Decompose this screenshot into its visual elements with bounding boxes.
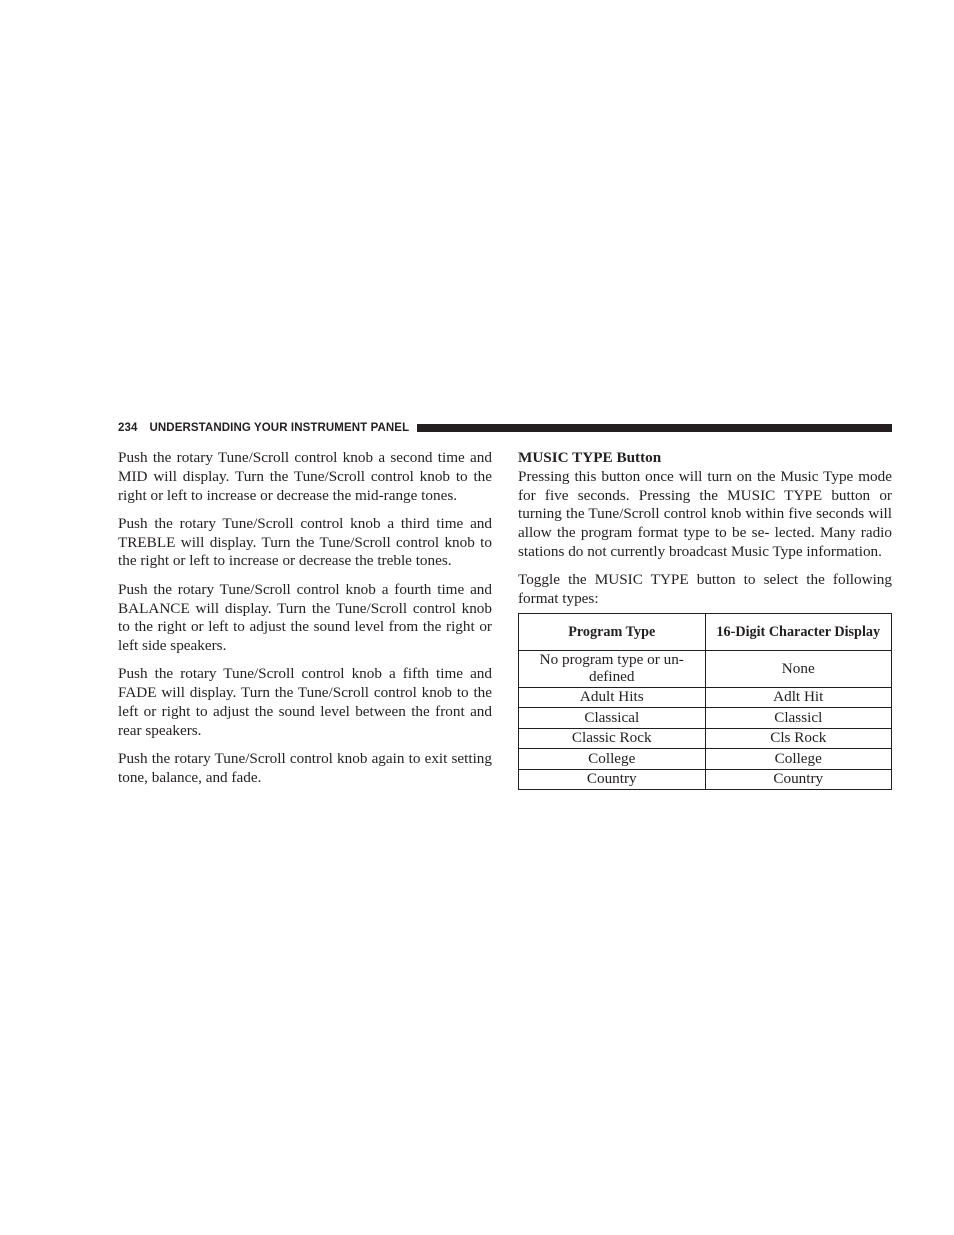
music-type-heading: MUSIC TYPE Button: [518, 449, 662, 466]
program-type-cell: Classical: [519, 708, 706, 729]
column-header-program-type: Program Type: [519, 613, 706, 650]
right-column: [518, 449, 892, 790]
display-cell: Classicl: [705, 708, 892, 729]
table-row: [519, 749, 892, 770]
display-cell: None: [705, 650, 892, 687]
left-column: [118, 449, 492, 797]
table-header-row: [519, 613, 892, 650]
header-rule: [417, 424, 892, 432]
paragraph-music-type: Pressing this button once will turn on the Music Type mode for five seconds. Pressing the MUSIC TYPE button or turning the Tune/Scroll control knob within five seconds will allow the program format type to be se- lected. Many radio stations do not currently broadcast Music Type information.: [518, 467, 892, 560]
table-row: [519, 687, 892, 708]
table-row: [519, 708, 892, 729]
display-cell: College: [705, 749, 892, 770]
column-header-display: 16-Digit Character Display: [705, 613, 892, 650]
table-row: [519, 650, 892, 687]
program-type-cell: No program type or un- defined: [519, 650, 706, 687]
table-row: [519, 769, 892, 790]
table-row: [519, 728, 892, 749]
display-cell: Country: [705, 769, 892, 790]
paragraph-balance: Push the rotary Tune/Scroll control knob a fourth time and BALANCE will display. Turn the Tune/Scroll control knob to the right or left to adjust the sound level from the right or left side speakers.: [118, 580, 492, 655]
paragraph-exit: Push the rotary Tune/Scroll control knob again to exit setting tone, balance, and fade.: [118, 750, 492, 786]
page-number: 234: [118, 422, 138, 434]
paragraph-mid: Push the rotary Tune/Scroll control knob a second time and MID will display. Turn the Tune/Scroll control knob to the right or left to increase or decrease the mid-range tones.: [118, 449, 492, 504]
paragraph-treble: Push the rotary Tune/Scroll control knob a third time and TREBLE will display. Turn the Tune/Scroll control knob to the right or left to increase or decrease the treble tones.: [118, 514, 492, 570]
display-cell: Cls Rock: [705, 728, 892, 749]
program-type-cell: Adult Hits: [519, 687, 706, 708]
section-title: UNDERSTANDING YOUR INSTRUMENT PANEL: [149, 422, 410, 434]
program-type-cell: Country: [519, 769, 706, 790]
program-type-cell: Classic Rock: [519, 728, 706, 749]
program-type-cell: College: [519, 749, 706, 770]
paragraph-toggle: Toggle the MUSIC TYPE button to select the following format types:: [518, 571, 892, 608]
music-type-table: [518, 613, 892, 791]
display-cell: Adlt Hit: [705, 687, 892, 708]
paragraph-fade: Push the rotary Tune/Scroll control knob a fifth time and FADE will display. Turn the Tune/Scroll control knob to the left or right to adjust the sound level between the front and rear speakers.: [118, 665, 492, 739]
page-header: [118, 419, 892, 437]
